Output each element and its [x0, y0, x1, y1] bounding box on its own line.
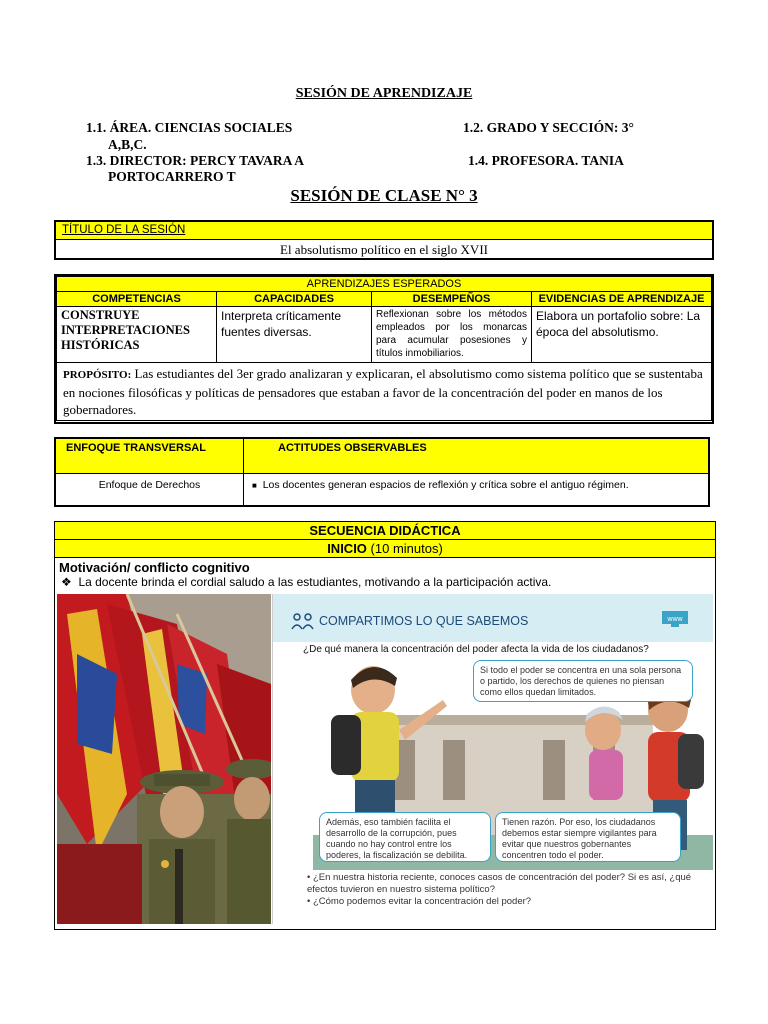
session-title-box [54, 220, 714, 260]
inicio-time: (10 minutos) [370, 541, 443, 556]
people-icon [291, 612, 315, 630]
director-continued: PORTOCARRERO T [108, 169, 236, 184]
book-question-1: • ¿En nuestra historia reciente, conoces casos de concentración del poder? Si es así, ¿qué efectos tuvieron en nuestro sistema político? [307, 872, 692, 895]
proposito-cell [57, 363, 712, 421]
competencia-line: HISTÓRICAS [61, 338, 140, 352]
session-number: SESIÓN DE CLASE N° 3 [290, 186, 478, 205]
textbook-illustration [272, 594, 713, 924]
col-desempenos: DESEMPEÑOS [372, 292, 532, 307]
competencia-cell [57, 307, 217, 363]
speech-bubble-2: Además, eso también facilita el desarrollo de la corrupción, pues cuando no hay control entre los poderes, la fiscalización se debilita. [319, 812, 491, 862]
col-capacidades: CAPACIDADES [217, 292, 372, 307]
col-evidencias: EVIDENCIAS DE APRENDIZAJE [532, 292, 712, 307]
motivation-heading: Motivación/ conflicto cognitivo [59, 560, 250, 575]
enfoque-header: ENFOQUE TRANSVERSAL [56, 439, 244, 473]
bullet-item [55, 575, 715, 589]
inicio-label: INICIO [327, 541, 367, 556]
bullet-text: La docente brinda el cordial saludo a las estudiantes, motivando a la participación activa. [78, 575, 552, 589]
document-title: SESIÓN DE APRENDIZAJE [295, 86, 473, 101]
grado-continued: A,B,C. [108, 137, 147, 152]
area-line: 1.1. ÁREA. CIENCIAS SOCIALES [86, 120, 293, 135]
web-icon [661, 610, 689, 628]
actitudes-header: ACTITUDES OBSERVABLES [278, 442, 427, 454]
desempeno-cell: Reflexionan sobre los métodos empleados por los monarcas para acumular posesiones y títulos inmobiliarios. [372, 307, 532, 363]
enfoque-value: Enfoque de Derechos [56, 474, 244, 506]
learning-header: APRENDIZAJES ESPERADOS [57, 277, 712, 292]
parade-photo [57, 594, 271, 924]
bullet-square-icon: ■ [252, 481, 257, 490]
inicio-header [55, 540, 715, 558]
parade-illustration [57, 594, 271, 924]
learning-table [54, 274, 714, 424]
grado-line: 1.2. GRADO Y SECCIÓN: 3° [463, 120, 634, 135]
director-line: 1.3. DIRECTOR: PERCY TAVARA A [86, 153, 305, 168]
sequence-title: SECUENCIA DIDÁCTICA [55, 522, 715, 540]
actitud-value: Los docentes generan espacios de reflexión y crítica sobre el antiguo régimen. [262, 479, 629, 491]
session-title-value: El absolutismo político en el siglo XVII [280, 242, 488, 257]
col-competencias: COMPETENCIAS [57, 292, 217, 307]
capacidad-cell: Interpreta críticamente fuentes diversas. [217, 307, 372, 363]
speech-bubble-3: Tienen razón. Por eso, los ciudadanos debemos estar siempre vigilantes para evitar que nuestros gobernantes concentren todo el poder. [495, 812, 681, 862]
competencia-line: INTERPRETACIONES [61, 323, 190, 337]
evidencia-cell: Elabora un portafolio sobre: La época del absolutismo. [532, 307, 712, 363]
diamond-bullet-icon: ❖ [61, 575, 72, 589]
competencia-line: CONSTRUYE [61, 308, 140, 322]
svg-text:www: www [667, 616, 683, 623]
enfoque-table [54, 437, 710, 507]
speech-bubble-1: Si todo el poder se concentra en una sola persona o partido, los derechos de quienes no piensan como ellos quedan limitados. [473, 660, 693, 702]
session-title-label: TÍTULO DE LA SESIÓN [56, 222, 712, 240]
actitud-item [244, 474, 708, 506]
proposito-text: Las estudiantes del 3er grado analizaran y explicaran, el absolutismo como sistema político que se sustentaba en nociones filosóficas y políticas de pensadores que estaban a favor de la concentración del poder en manos de los gobernadores. [63, 366, 703, 417]
book-section-title: COMPARTIMOS LO QUE SABEMOS [319, 614, 529, 628]
profesora-line: 1.4. PROFESORA. TANIA [468, 153, 624, 168]
book-question: ¿De qué manera la concentración del poder afecta la vida de los ciudadanos? [303, 644, 649, 655]
book-question-2: • ¿Cómo podemos evitar la concentración del poder? [307, 896, 532, 907]
proposito-label: PROPÓSITO: [63, 369, 132, 381]
